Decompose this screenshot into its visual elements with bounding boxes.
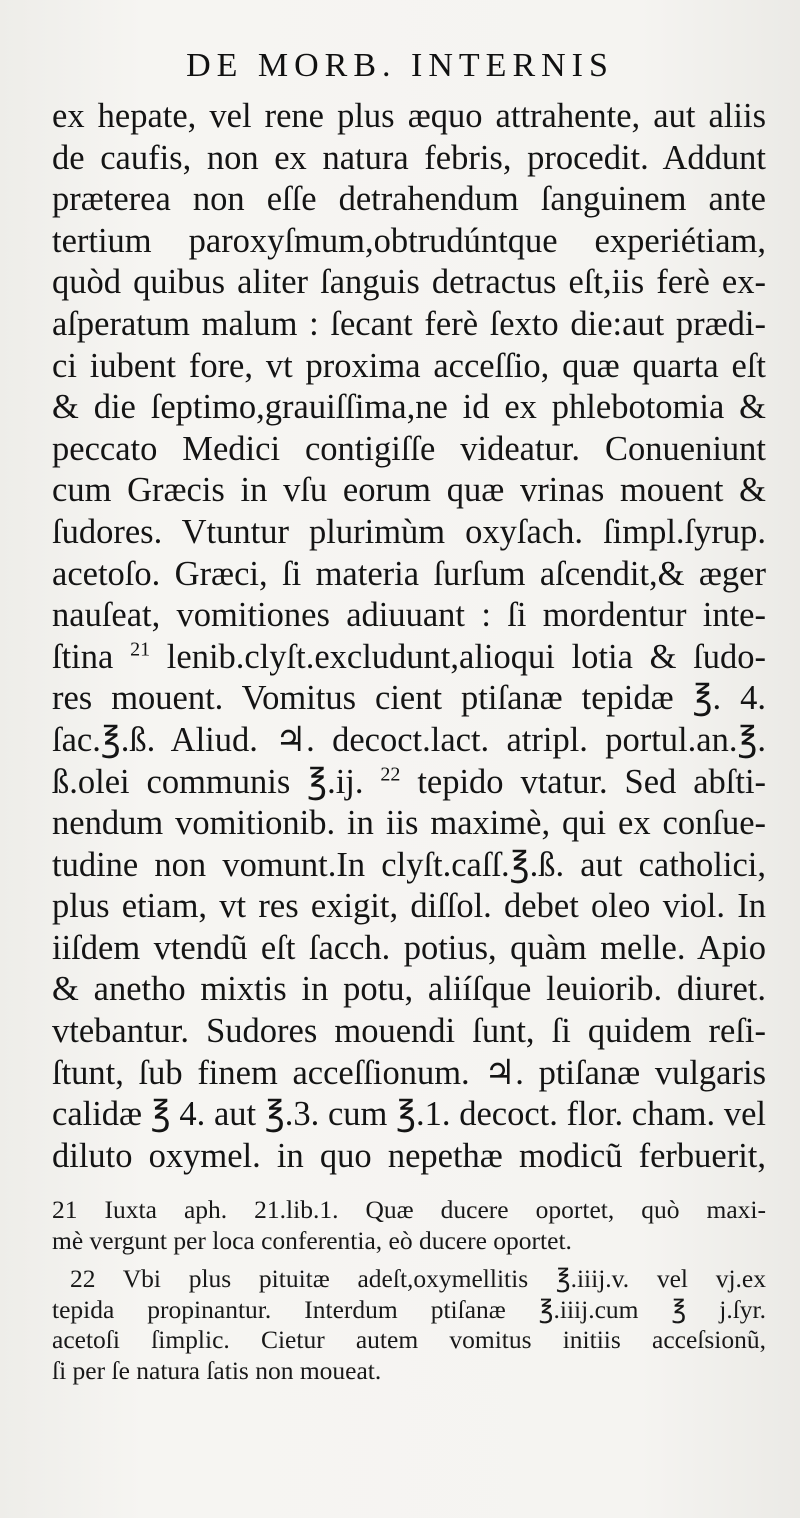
text-line: tertium paroxyſmum,obtrudúntque experiétiam,: [52, 221, 766, 260]
footnote-line: acetoſi ſimplic. Cietur autem vomitus initiis acceſsionũ,: [52, 1325, 766, 1354]
text-line: & die ſeptimo,grauiſſima,ne id ex phlebotomia &: [52, 388, 766, 427]
text-line: ex hepate, vel rene plus æquo attrahente, aut aliis: [52, 97, 766, 135]
footnote-reference: 22: [380, 763, 401, 785]
line-end-text: lenib.clyſt.excludunt,alioqui lotia & ſudo-: [166, 637, 766, 676]
main-text-block: [52, 96, 766, 1177]
text-line-with-note-ref: [52, 762, 766, 804]
text-line: calidæ ℥ 4. aut ℥.3. cum ℥.1. decoct. flor. cham. vel: [52, 1095, 766, 1134]
text-line: peccato Medici contigiſſe videatur. Conueniunt: [52, 429, 766, 468]
text-line: quòd quibus aliter ſanguis detractus eſt,iis ferè ex-: [52, 263, 766, 302]
text-line: aſperatum malum : ſecant ferè ſexto die:aut prædi-: [52, 304, 766, 343]
footnote-text: Vbi plus pituitæ adeſt,oxymellitis ℥.iiij.v. vel vj.ex: [122, 1264, 766, 1293]
footnote-line: mè vergunt per loca conferentia, eò ducere oportet.: [52, 1225, 572, 1255]
text-line: diluto oxymel. in quo nepethæ modicũ ferbuerit,: [52, 1136, 766, 1175]
running-head: DE MORB. INTERNIS: [186, 47, 614, 84]
line-start-text: ß.olei communis ℥.ij.: [52, 762, 364, 801]
text-line: nendum vomitionib. in iis maximè, qui ex conſue-: [52, 804, 766, 843]
footnote-21: [52, 1195, 766, 1256]
text-line: ſac.℥.ß. Aliud. ♃. decoct.lact. atripl. portul.an.℥.: [52, 720, 766, 759]
text-line: nauſeat, vomitiones adiuuant : ſi mordentur inte-: [52, 596, 766, 635]
text-line: & anetho mixtis in potu, aliíſque leuiorib. diuret.: [52, 970, 766, 1009]
line-end-text: tepido vtatur. Sed abſti-: [417, 762, 767, 801]
text-line: ci iubent fore, vt proxima acceſſio, quæ quarta eſt: [52, 346, 766, 385]
text-line: plus etiam, vt res exigit, diſſol. debet oleo viol. In: [52, 887, 766, 926]
footnote-number: 22: [70, 1264, 96, 1293]
text-line: de caufis, non ex natura febris, procedit. Addunt: [52, 138, 766, 177]
footnote-line: ſi per ſe natura ſatis non moueat.: [52, 1355, 382, 1385]
text-line: vtebantur. Sudores mouendi ſunt, ſi quidem reſi-: [52, 1012, 766, 1051]
text-line: cum Græcis in vſu eorum quæ vrinas mouent &: [52, 471, 766, 510]
footnote-text: Iuxta aph. 21.lib.1. Quæ ducere oportet, quò maxi-: [104, 1195, 767, 1224]
footnote-number: 21: [52, 1195, 78, 1224]
text-line: iiſdem vtendũ eſt ſacch. potius, quàm melle. Apio: [52, 928, 766, 967]
text-line: præterea non eſſe detrahendum ſanguinem ante: [52, 180, 766, 219]
text-line: acetoſo. Græci, ſi materia ſurſum aſcendit,& æger: [52, 554, 766, 593]
line-start-text: ſtina: [52, 637, 114, 676]
footnotes: [52, 1195, 766, 1394]
footnote-line: tepida propinantur. Interdum ptiſanæ ℥.iiij.cum ℥ j.ſyr.: [52, 1294, 766, 1324]
text-line: tudine non vomunt.In clyſt.caſſ.℥.ß. aut catholici,: [52, 845, 766, 884]
footnote-line: [52, 1195, 766, 1226]
footnote-line: [52, 1264, 766, 1295]
text-line-with-note-ref: [52, 637, 766, 679]
footnote-22: [52, 1264, 766, 1386]
text-line: ſtunt, ſub finem acceſſionum. ♃. ptiſanæ vulgaris: [52, 1053, 766, 1092]
footnote-reference: 21: [130, 638, 151, 661]
text-line: res mouent. Vomitus cient ptiſanæ tepidæ ℥. 4.: [52, 679, 766, 718]
text-line: ſudores. Vtuntur plurimùm oxyſach. ſimpl.ſyrup.: [52, 512, 766, 551]
